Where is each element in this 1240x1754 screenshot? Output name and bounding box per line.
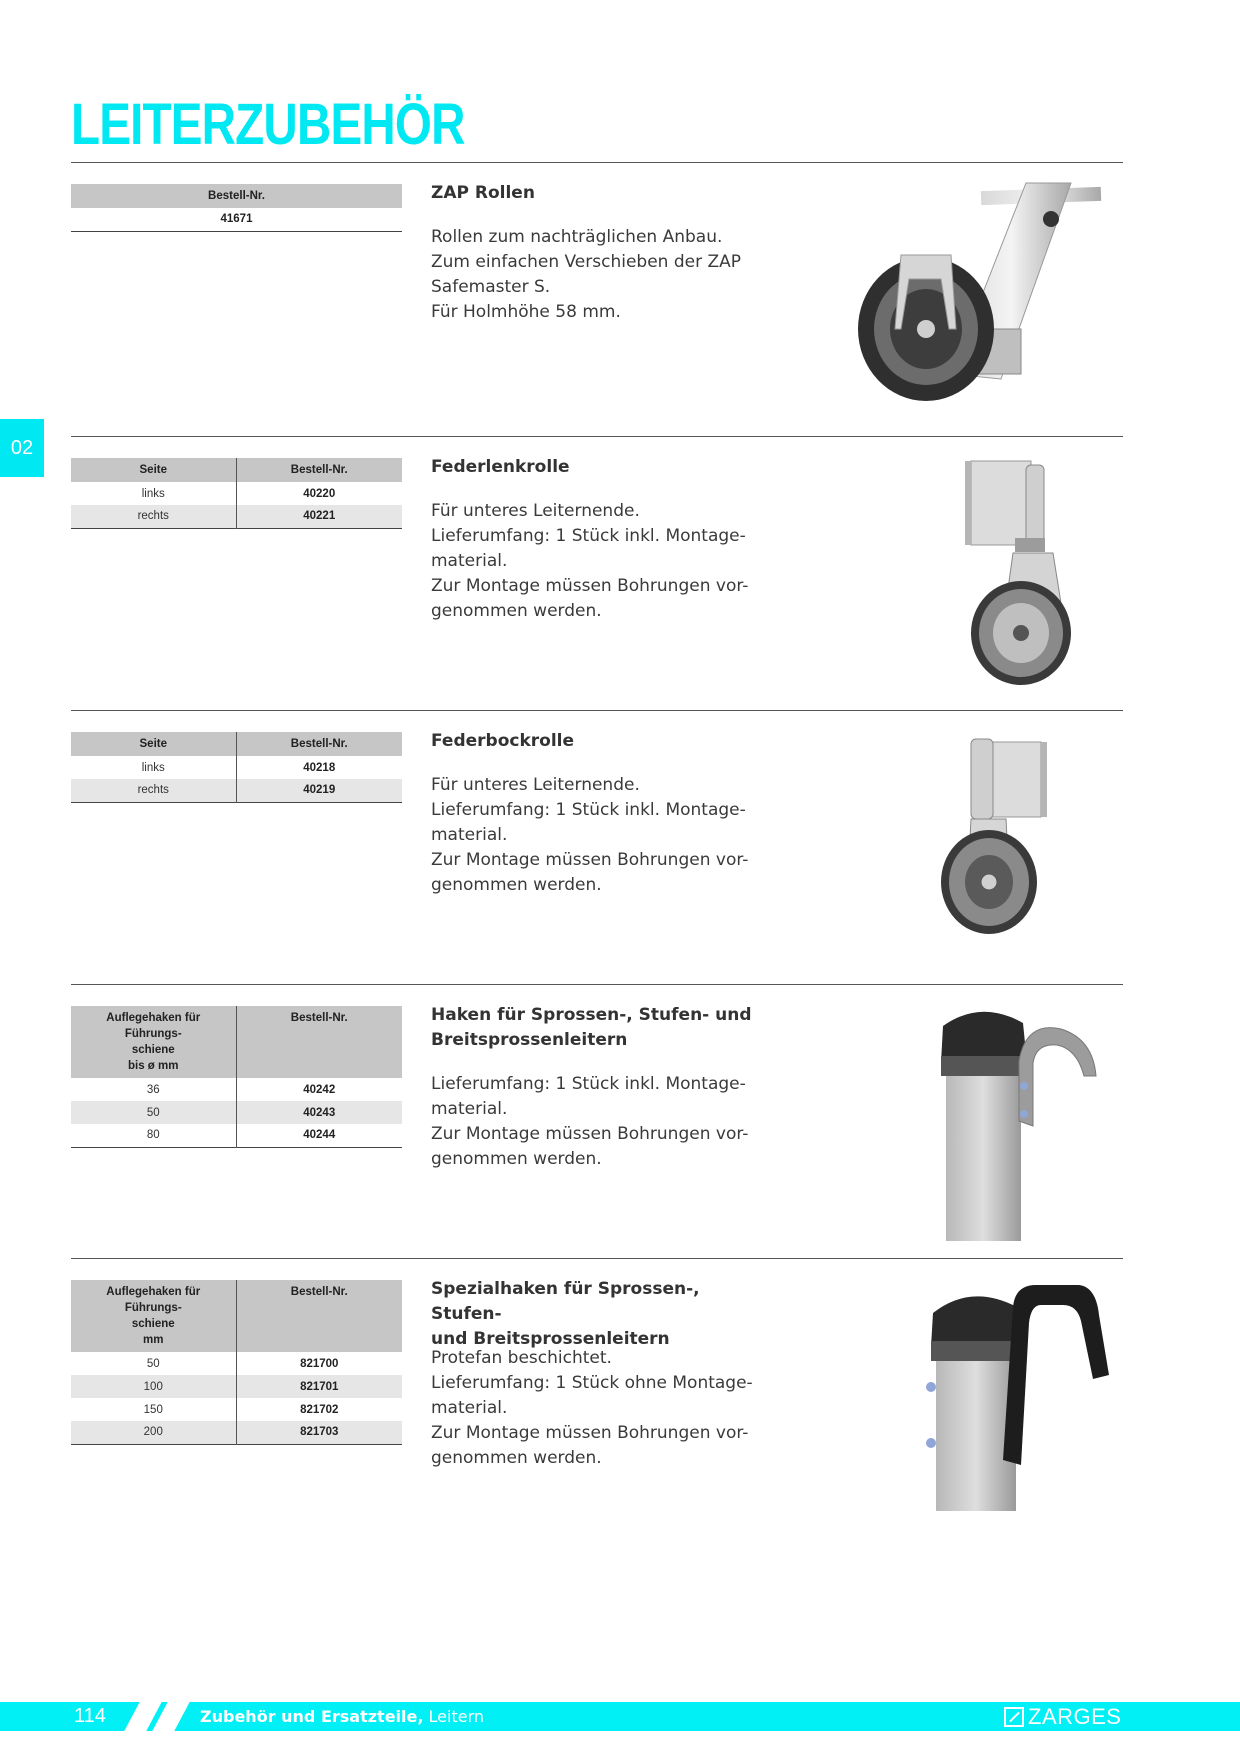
table-header: Bestell-Nr. (236, 1006, 402, 1078)
product-section-spezialhaken (71, 1258, 1123, 1528)
product-section-federlenkrolle (71, 436, 1123, 706)
order-table (71, 458, 402, 529)
description-line: Lieferumfang: 1 Stück ohne Montage- (431, 1373, 753, 1393)
footer-section-bold: Zubehör und Ersatzteile, (200, 1707, 424, 1726)
description-line: Lieferumfang: 1 Stück inkl. Montage- (431, 526, 746, 546)
page-title: LEITERZUBEHÖR (71, 92, 465, 157)
table-header-row (71, 184, 402, 208)
footer-section-regular: Leitern (423, 1707, 485, 1726)
order-number: 40218 (236, 756, 402, 779)
table-cell: links (141, 761, 165, 774)
description-line: Zur Montage müssen Bohrungen vor- (431, 1423, 749, 1443)
zarges-logo-icon (1004, 1707, 1024, 1727)
description-line: Zur Montage müssen Bohrungen vor- (431, 1124, 749, 1144)
ladder-hook-image (831, 1001, 1131, 1241)
table-header: Bestell-Nr. (236, 732, 402, 756)
product-section-federbockrolle (71, 710, 1123, 980)
product-name-line: und Breitsprossenleitern (431, 1329, 670, 1349)
description-line: genommen werden. (431, 1149, 602, 1169)
description-line: Zur Montage müssen Bohrungen vor- (431, 850, 749, 870)
product-description (431, 1072, 761, 1172)
table-row (71, 1421, 402, 1444)
product-name-line: Federbockrolle (431, 731, 575, 751)
order-number: 40219 (236, 779, 402, 802)
description-line: material. (431, 551, 508, 571)
description-line: genommen werden. (431, 1448, 602, 1468)
table-header-row (71, 1280, 402, 1352)
table-row (71, 505, 402, 528)
product-name-line: Federlenkrolle (431, 457, 570, 477)
table-header: Auflegehaken für Führungs- schiene mm (71, 1280, 236, 1352)
product-description (431, 773, 761, 898)
order-table (71, 1280, 402, 1445)
table-cell: 100 (71, 1375, 236, 1398)
page-number: 114 (74, 1705, 106, 1727)
description-line: Lieferumfang: 1 Stück inkl. Montage- (431, 1074, 746, 1094)
product-name-line: ZAP Rollen (431, 183, 535, 203)
product-section-haken (71, 984, 1123, 1254)
product-name-line: Breitsprossenleitern (431, 1030, 628, 1050)
product-description (431, 499, 761, 624)
product-name-line: Spezialhaken für Sprossen-, Stufen- (431, 1279, 700, 1324)
product-description (431, 225, 761, 325)
swivel-castor-image (831, 453, 1131, 693)
table-cell: 80 (146, 1129, 160, 1142)
description-line: Rollen zum nachträglichen Anbau. (431, 227, 723, 247)
table-cell: rechts (71, 505, 236, 528)
table-row (71, 1375, 402, 1398)
table-header: Seite (71, 458, 236, 482)
wheel-attachment-image (831, 179, 1131, 419)
order-table (71, 184, 402, 232)
brand-name: ZARGES (1028, 1703, 1122, 1729)
order-number: 40220 (236, 482, 402, 505)
product-name (431, 1003, 761, 1053)
table-header-row (71, 458, 402, 482)
description-line: material. (431, 1099, 508, 1119)
table-cell: 150 (143, 1403, 163, 1416)
table-row (71, 1101, 402, 1124)
table-row (71, 1398, 402, 1421)
brand-logo (1004, 1703, 1121, 1730)
table-cell: rechts (71, 779, 236, 802)
order-number: 821702 (236, 1398, 402, 1421)
order-number: 40243 (236, 1101, 402, 1124)
table-header: Seite (71, 732, 236, 756)
table-row (71, 1078, 402, 1101)
description-line: Zum einfachen Verschieben der ZAP (431, 252, 742, 272)
table-cell: 50 (146, 1357, 160, 1370)
order-number: 40242 (236, 1078, 402, 1101)
description-line: genommen werden. (431, 875, 602, 895)
table-cell: 36 (146, 1083, 160, 1096)
product-name (431, 729, 761, 754)
table-header-row (71, 1006, 402, 1078)
table-header: Bestell-Nr. (236, 1280, 402, 1352)
order-number: 40221 (236, 505, 402, 528)
order-number: 40244 (236, 1124, 402, 1147)
order-number: 821701 (236, 1375, 402, 1398)
table-cell: 200 (71, 1421, 236, 1444)
description-line: Für unteres Leiternende. (431, 775, 640, 795)
description-line: Protefan beschichtet. (431, 1348, 612, 1368)
product-name-line: Haken für Sprossen-, Stufen- und (431, 1005, 752, 1025)
order-table (71, 732, 402, 803)
description-line: Zur Montage müssen Bohrungen vor- (431, 576, 749, 596)
footer-section-label (200, 1706, 484, 1728)
table-row (71, 756, 402, 779)
table-header-row (71, 732, 402, 756)
table-row (71, 482, 402, 505)
product-description (431, 1346, 761, 1471)
order-table (71, 1006, 402, 1148)
description-line: material. (431, 825, 508, 845)
description-line: Lieferumfang: 1 Stück inkl. Montage- (431, 800, 746, 820)
description-line: genommen werden. (431, 601, 602, 621)
table-cell: 50 (71, 1101, 236, 1124)
chapter-tab[interactable]: 02 (0, 419, 44, 477)
description-line: material. (431, 1398, 508, 1418)
table-cell: links (141, 487, 165, 500)
table-header: Auflegehaken für Führungs- schiene bis ø mm (71, 1006, 236, 1078)
product-name (431, 1277, 761, 1352)
description-line: Safemaster S. (431, 277, 551, 297)
table-row (71, 1124, 402, 1147)
table-header: Bestell-Nr. (71, 184, 402, 208)
product-name (431, 181, 761, 206)
table-row (71, 1352, 402, 1375)
table-row (71, 208, 402, 231)
table-header: Bestell-Nr. (236, 458, 402, 482)
product-section-zap-rollen (71, 162, 1123, 432)
order-number: 821703 (236, 1421, 402, 1444)
order-number: 41671 (220, 213, 253, 226)
product-name (431, 455, 761, 480)
description-line: Für Holmhöhe 58 mm. (431, 302, 621, 322)
order-number: 821700 (236, 1352, 402, 1375)
special-hook-image (831, 1275, 1131, 1515)
table-row (71, 779, 402, 802)
description-line: Für unteres Leiternende. (431, 501, 640, 521)
fixed-castor-image (831, 727, 1131, 967)
